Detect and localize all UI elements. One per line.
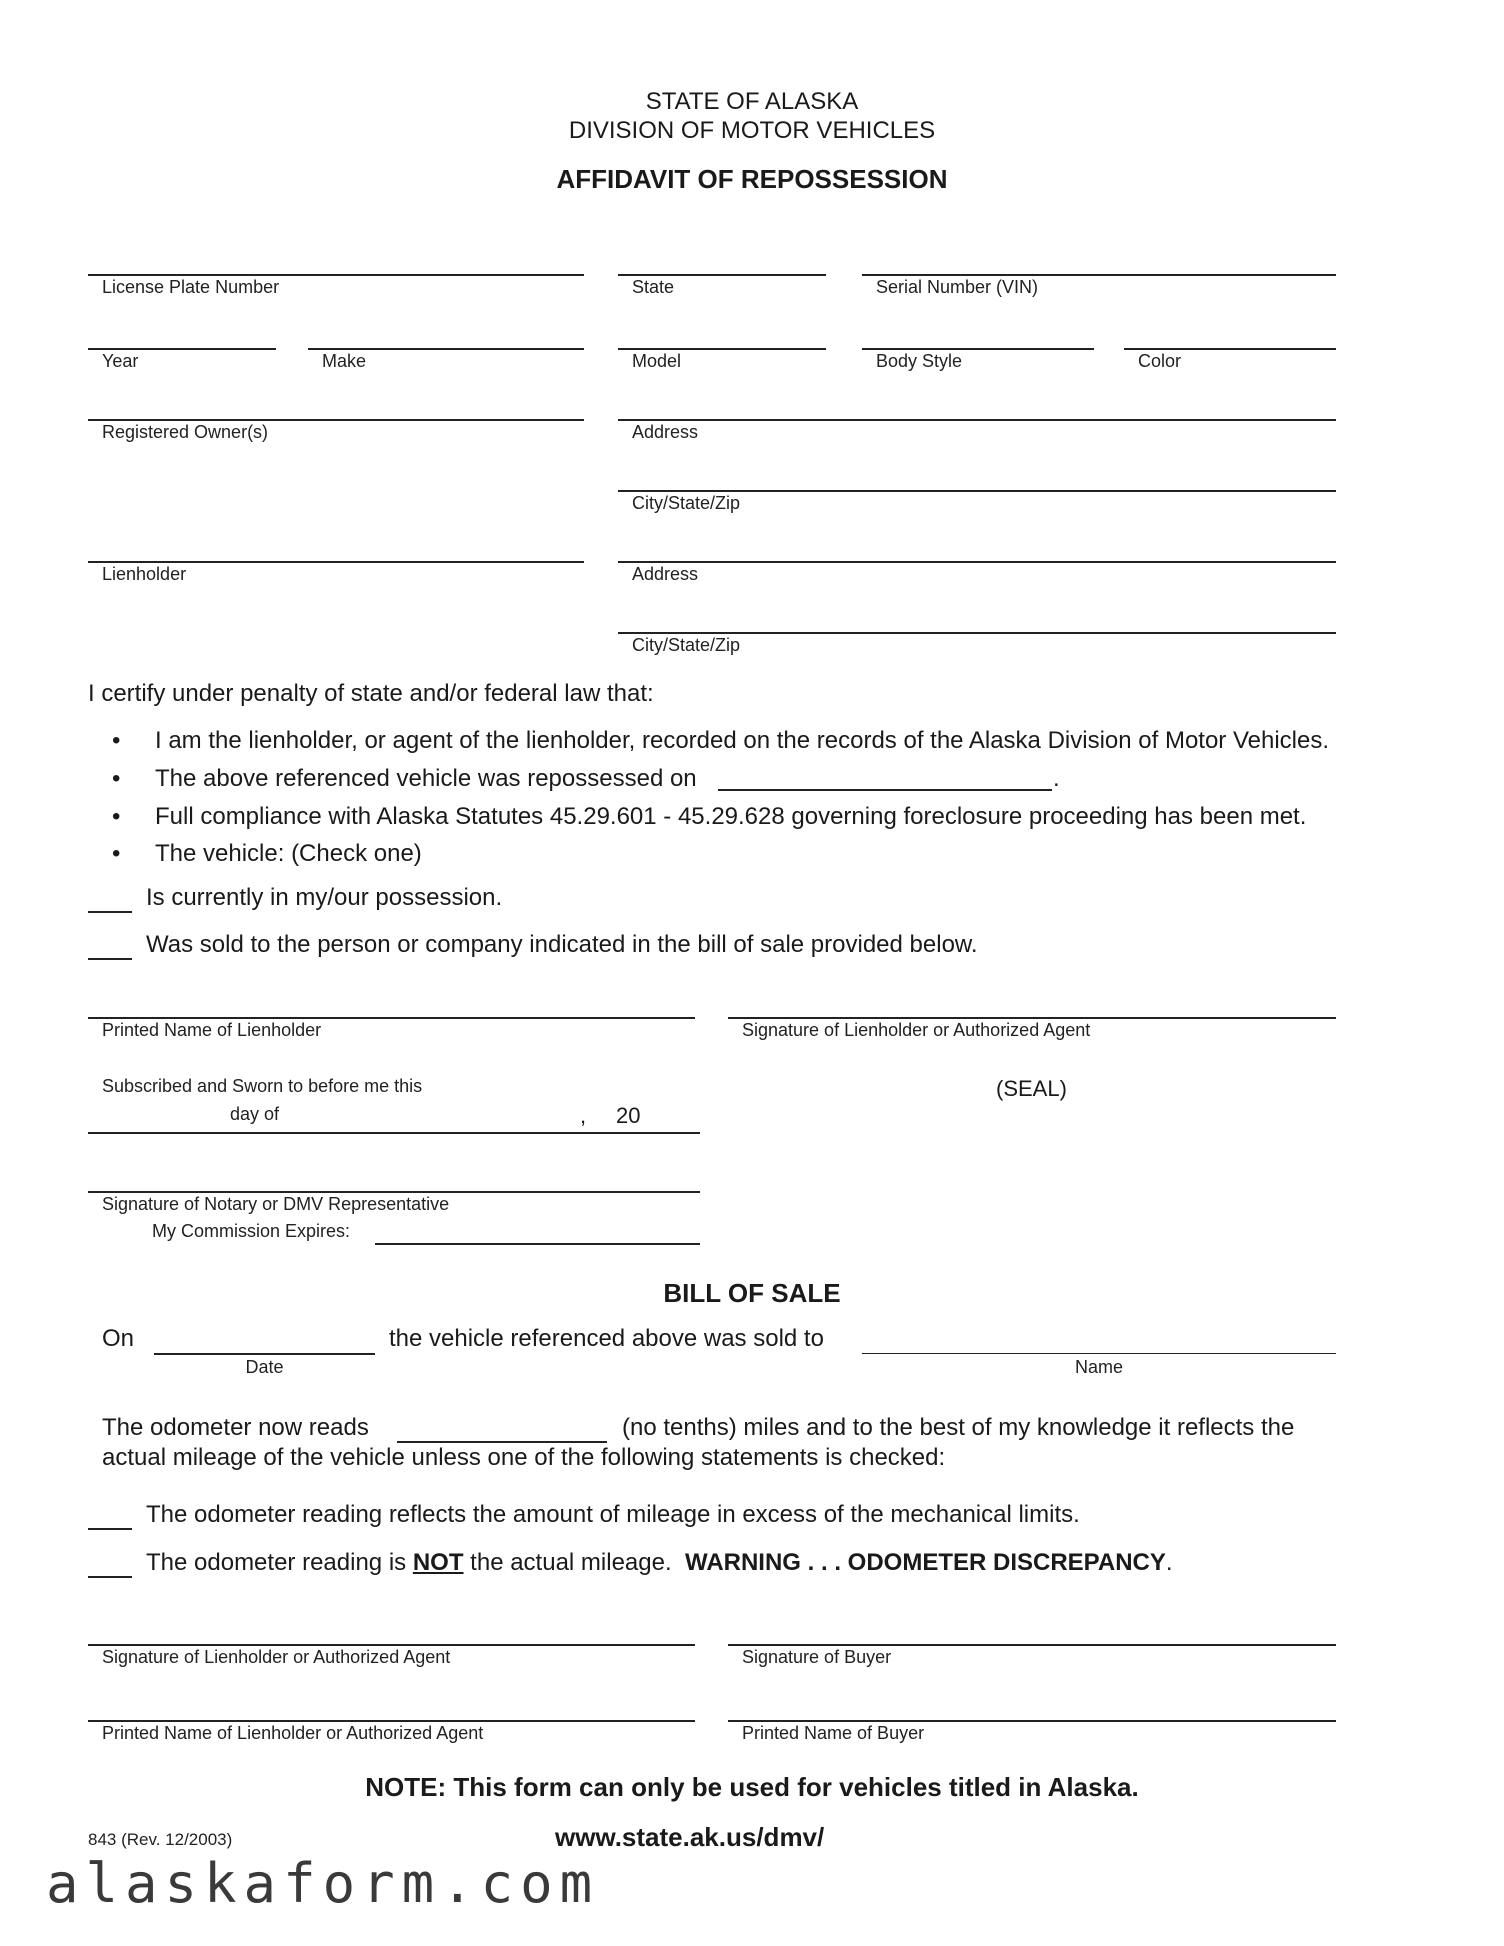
check2-text-b: the actual mileage. — [470, 1549, 672, 1576]
owner-city-field[interactable] — [618, 490, 1336, 492]
state-heading: STATE OF ALASKA — [645, 88, 859, 115]
sale-lienholder-signature-field[interactable] — [88, 1644, 695, 1646]
possession-checkbox[interactable] — [88, 911, 132, 913]
license-plate-field[interactable] — [88, 274, 584, 276]
lienholder-city-label: City/State/Zip — [632, 635, 741, 655]
certify-intro: I certify under penalty of state and/or federal law that: — [88, 680, 654, 707]
odometer-reading-field[interactable] — [397, 1441, 607, 1443]
sold-checkbox[interactable] — [88, 958, 132, 960]
lienholder-address-label: Address — [632, 564, 699, 584]
lienholder-city-field[interactable] — [618, 632, 1336, 634]
notary-signature-field[interactable] — [88, 1191, 700, 1193]
owner-city-label: City/State/Zip — [632, 493, 741, 513]
date-comma: , — [580, 1103, 587, 1128]
dmv-url-link[interactable]: www.state.ak.us/dmv/ — [555, 1822, 825, 1852]
printed-name-lienholder-label: Printed Name of Lienholder — [102, 1020, 322, 1040]
possession-option-label: Is currently in my/our possession. — [146, 884, 503, 911]
watermark: alaskaform.com — [46, 1852, 600, 1915]
commission-label: My Commission Expires: — [152, 1221, 351, 1241]
body-style-field[interactable] — [862, 348, 1094, 350]
license-plate-label: License Plate Number — [102, 277, 280, 297]
buyer-signature-field[interactable] — [728, 1644, 1336, 1646]
form-number: 843 (Rev. 12/2003) — [88, 1830, 233, 1849]
buyer-printed-field[interactable] — [728, 1720, 1336, 1722]
odometer-text-a: The odometer now reads — [102, 1414, 369, 1441]
mechanical-limits-label: The odometer reading reflects the amount of mileage in excess of the mechanical limits. — [146, 1501, 1080, 1528]
not-emphasis: NOT — [412, 1549, 464, 1576]
bill-of-sale-title: BILL OF SALE — [663, 1278, 841, 1308]
sale-lienholder-printed-field[interactable] — [88, 1720, 695, 1722]
sold-option-label: Was sold to the person or company indicated in the bill of sale provided below. — [146, 931, 978, 958]
printed-name-lienholder-field[interactable] — [88, 1017, 695, 1019]
mechanical-limits-checkbox[interactable] — [88, 1528, 132, 1530]
state-label: State — [632, 277, 675, 297]
note-text: NOTE: This form can only be used for vehicles titled in Alaska. — [365, 1772, 1139, 1802]
registered-owner-label: Registered Owner(s) — [102, 422, 269, 442]
buyer-signature-label: Signature of Buyer — [742, 1647, 892, 1667]
make-label: Make — [322, 351, 367, 371]
model-field[interactable] — [618, 348, 826, 350]
color-field[interactable] — [1124, 348, 1336, 350]
notary-signature-label: Signature of Notary or DMV Representative — [102, 1194, 450, 1214]
check2-text-a: The odometer reading is — [146, 1549, 407, 1576]
certify-statement-1: I am the lienholder, or agent of the lienholder, recorded on the records of the Alaska Division of Motor Vehicles. — [155, 727, 1330, 754]
lienholder-label: Lienholder — [102, 564, 187, 584]
form-title: AFFIDAVIT OF REPOSSESSION — [556, 164, 948, 194]
day-of-label: day of — [230, 1104, 280, 1124]
seal-label: (SEAL) — [996, 1076, 1067, 1101]
bill-on-label: On — [102, 1325, 135, 1352]
sale-date-label: Date — [245, 1357, 284, 1377]
owner-address-label: Address — [632, 422, 699, 442]
body-style-label: Body Style — [876, 351, 963, 371]
serial-number-field[interactable] — [862, 274, 1336, 276]
bullet-4: • — [112, 840, 121, 867]
repossession-date-field[interactable] — [718, 789, 1052, 791]
sold-to-text: the vehicle referenced above was sold to — [389, 1325, 824, 1352]
bullet-1: • — [112, 727, 121, 754]
commission-expires-field[interactable] — [375, 1243, 700, 1245]
odometer-warning: WARNING . . . ODOMETER DISCREPANCY — [684, 1549, 1166, 1576]
owner-address-field[interactable] — [618, 419, 1336, 421]
buyer-printed-label: Printed Name of Buyer — [742, 1723, 925, 1743]
statement-2-period: . — [1053, 765, 1060, 792]
color-label: Color — [1138, 351, 1182, 371]
state-field[interactable] — [618, 274, 826, 276]
year-prefix: 20 — [616, 1103, 641, 1128]
not-actual-mileage-checkbox[interactable] — [88, 1576, 132, 1578]
serial-number-label: Serial Number (VIN) — [876, 277, 1039, 297]
sale-date-field[interactable] — [154, 1353, 375, 1355]
sworn-label: Subscribed and Sworn to before me this — [102, 1076, 423, 1096]
year-field[interactable] — [88, 348, 276, 350]
sale-lienholder-signature-label: Signature of Lienholder or Authorized Agent — [102, 1647, 451, 1667]
sworn-date-field[interactable] — [88, 1132, 700, 1134]
odometer-text-c: actual mileage of the vehicle unless one of the following statements is checked: — [102, 1444, 946, 1471]
buyer-name-field[interactable] — [862, 1353, 1336, 1354]
registered-owner-field[interactable] — [88, 419, 584, 421]
lienholder-signature-label: Signature of Lienholder or Authorized Agent — [742, 1020, 1091, 1040]
bullet-3: • — [112, 803, 121, 830]
make-field[interactable] — [308, 348, 584, 350]
buyer-name-label: Name — [1074, 1357, 1123, 1377]
certify-statement-2: The above referenced vehicle was repossessed on — [155, 765, 697, 792]
model-label: Model — [632, 351, 682, 371]
bullet-2: • — [112, 765, 121, 792]
check2-period: . — [1165, 1549, 1173, 1576]
sale-lienholder-printed-label: Printed Name of Lienholder or Authorized Agent — [102, 1723, 484, 1743]
odometer-text-b: (no tenths) miles and to the best of my knowledge it reflects the — [622, 1414, 1295, 1441]
lienholder-signature-field[interactable] — [728, 1017, 1336, 1019]
not-actual-mileage-label — [146, 1549, 1173, 1577]
certify-statement-4: The vehicle: (Check one) — [155, 840, 422, 867]
year-label: Year — [102, 351, 139, 371]
certify-statement-3: Full compliance with Alaska Statutes 45.29.601 - 45.29.628 governing foreclosure proceeding has been met. — [155, 803, 1307, 830]
division-heading: DIVISION OF MOTOR VEHICLES — [568, 117, 936, 144]
lienholder-address-field[interactable] — [618, 561, 1336, 563]
lienholder-field[interactable] — [88, 561, 584, 563]
